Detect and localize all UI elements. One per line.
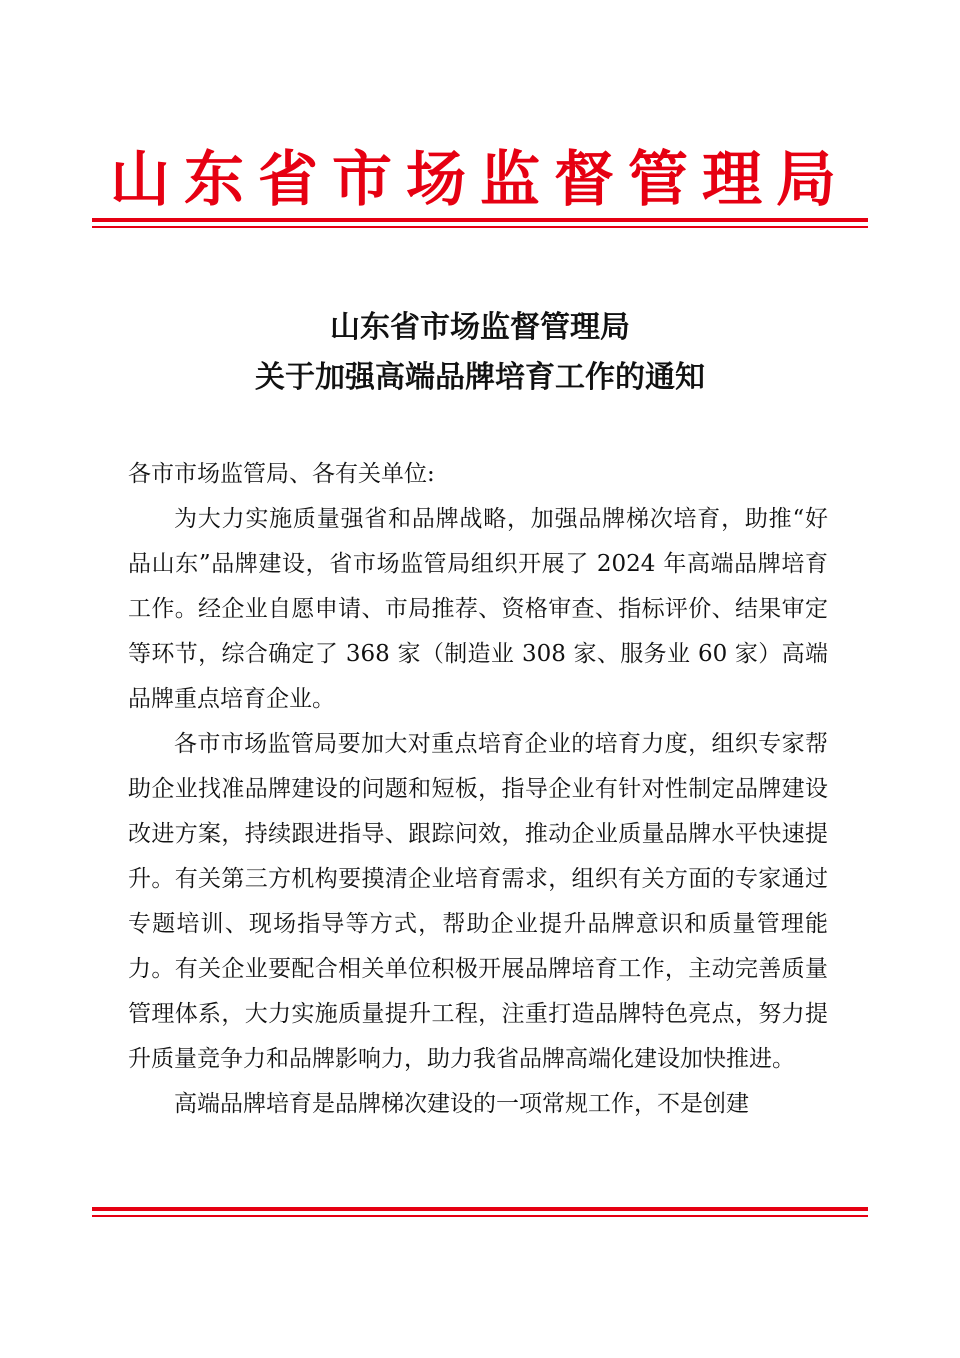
document-title-line-1: 山东省市场监督管理局: [330, 310, 630, 345]
paragraph: 各市市场监管局要加大对重点培育企业的培育力度，组织专家帮助企业找准品牌建设的问题和短板，指导企业有针对性制定品牌建设改进方案，持续跟进指导、跟踪问效，推动企业质量品牌水平快速提升。有关第三方机构要摸清企业培育需求，组织有关方面的专家通过专题培训、现场指导等方式，帮助企业提升品牌意识和质量管理能力。有关企业要配合相关单位积极开展品牌培育工作，主动完善质量管理体系，大力实施质量提升工程，注重打造品牌特色亮点，努力提升质量竞争力和品牌影响力，助力我省品牌高端化建设加快推进。: [128, 731, 828, 1072]
footer-rule-thin: [92, 1215, 868, 1217]
document-title: [90, 303, 870, 403]
salutation: 各市市场监管局、各有关单位:: [128, 461, 435, 487]
letterhead-agency-name: 山东省市场监督管理局: [110, 145, 850, 215]
paragraph: 高端品牌培育是品牌梯次建设的一项常规工作，不是创建: [174, 1091, 749, 1117]
paragraph: 为大力实施质量强省和品牌战略，加强品牌梯次培育，助推“好品山东”品牌建设，省市场监管局组织开展了 2024 年高端品牌培育工作。经企业自愿申请、市局推荐、资格审查、指标评价、结果审定等环节，综合确定了 368 家（制造业 308 家、服务业 60 家）高端品牌重点培育企业。: [128, 506, 828, 712]
document-title-line-2: 关于加强高端品牌培育工作的通知: [255, 360, 705, 395]
letterhead-rule-thick: [92, 218, 868, 222]
document-body: [128, 452, 828, 1127]
letterhead-rule-thin: [92, 226, 868, 228]
footer-rule-thick: [92, 1207, 868, 1211]
